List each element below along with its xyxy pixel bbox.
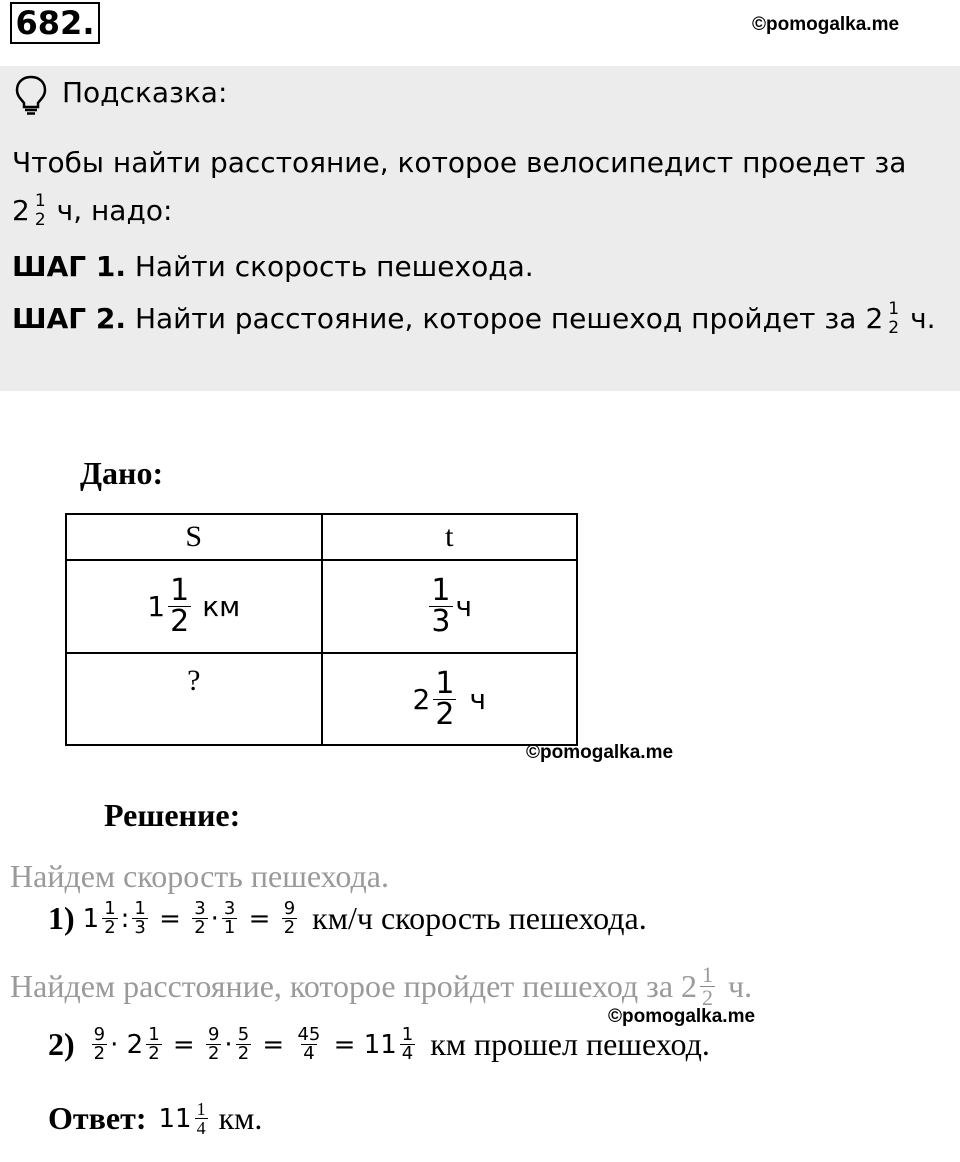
step-2-unit: ч.	[910, 301, 936, 335]
fraction	[429, 573, 452, 639]
step-1-text: Найти скорость пешехода.	[134, 250, 534, 283]
hint-mixed-whole: 2	[12, 193, 30, 227]
table-row	[66, 560, 577, 653]
answer-label: Ответ:	[48, 1100, 147, 1136]
note-2-text: Найдем расстояние, которое пройдет пешеход за	[10, 968, 674, 1004]
given-title: Дано:	[80, 455, 164, 491]
step-2-label: ШАГ 2.	[12, 301, 126, 335]
cell-distance-2: ?	[66, 653, 322, 745]
hint-title: Подсказка:	[62, 76, 228, 109]
watermark: ©pomogalka.me	[752, 14, 900, 35]
fraction-denominator: 2	[170, 604, 190, 639]
fraction-denominator: 2	[34, 210, 46, 230]
solution-step-2	[48, 1026, 710, 1063]
fraction-numerator: 1	[431, 573, 451, 608]
answer-unit: км.	[218, 1100, 263, 1136]
solution-note-1: Найдем скорость пешехода.	[10, 858, 389, 894]
fraction-numerator: 1	[702, 962, 714, 987]
step-2-whole: 2	[865, 301, 884, 335]
unit: км	[202, 590, 241, 623]
hint-line-2-text: ч, надо:	[56, 193, 173, 227]
fraction-denominator: 2	[435, 696, 455, 732]
cell-distance-1	[66, 560, 322, 653]
table-row	[66, 653, 577, 745]
step-1-label: ШАГ 1.	[12, 250, 126, 283]
solution-note-2	[10, 964, 752, 1009]
answer-whole: 11	[158, 1103, 192, 1134]
step-2-text: Найти расстояние, которое пешеход пройдет за	[134, 301, 857, 335]
step-label: 1)	[48, 900, 75, 936]
hint-step-1	[12, 250, 534, 284]
fraction-denominator: 2	[888, 318, 900, 338]
note-2-unit: ч.	[728, 968, 753, 1004]
fraction-denominator: 4	[196, 1118, 206, 1138]
unit: ч	[469, 682, 486, 716]
fraction-denominator: 2	[702, 985, 714, 1010]
lightbulb-icon	[14, 74, 48, 120]
hint-line-2	[12, 192, 172, 229]
cell-time-1	[322, 560, 578, 653]
given-table	[65, 513, 578, 746]
fraction	[168, 573, 191, 639]
fraction	[433, 665, 456, 732]
fraction-numerator: 1	[435, 665, 455, 701]
step-2-expression: $\frac{9}{2}$ · 2 $\frac{1}{2}$ = $\frac{9}{2}$ · $\frac{5}{2}$ = $\frac{45}{4}$ = 11 $\frac{1}{4}$	[93, 1024, 414, 1064]
note-2-fraction	[700, 964, 715, 1009]
step-label: 2)	[48, 1026, 75, 1062]
step-1-expression: 1 $\frac{1}{2}$ : $\frac{1}{3}$ = $\frac{3}{2}$ · $\frac{3}{1}$ = $\frac{9}{2}$	[82, 898, 296, 938]
note-2-whole: 2	[681, 968, 698, 1004]
watermark: ©pomogalka.me	[526, 742, 674, 763]
solution-title: Решение:	[104, 797, 241, 833]
fraction-numerator: 1	[170, 573, 190, 608]
hint-step-2	[12, 300, 936, 337]
cell-time-2	[322, 653, 578, 745]
unit: ч	[455, 590, 473, 623]
fraction-numerator: 1	[888, 299, 900, 319]
problem-number: 682.	[10, 2, 100, 44]
header-s: S	[66, 514, 322, 560]
step-1-suffix: км/ч скорость пешехода.	[312, 900, 647, 936]
mixed-whole: 2	[412, 682, 431, 716]
solution-step-1	[48, 900, 647, 937]
fraction-denominator: 3	[431, 604, 451, 639]
watermark: ©pomogalka.me	[608, 1006, 756, 1027]
hint-line-1: Чтобы найти расстояние, которое велосипедист проедет за	[12, 146, 907, 179]
table-header-row	[66, 514, 577, 560]
answer-fraction	[195, 1100, 208, 1137]
header-t: t	[322, 514, 578, 560]
step-2-suffix: км прошел пешеход.	[430, 1026, 710, 1062]
fraction-numerator: 1	[196, 1099, 206, 1119]
hint-fraction	[33, 192, 48, 229]
answer-line	[48, 1100, 262, 1137]
fraction-numerator: 1	[34, 191, 46, 211]
step-2-fraction	[886, 300, 901, 337]
mixed-whole: 1	[147, 590, 166, 623]
